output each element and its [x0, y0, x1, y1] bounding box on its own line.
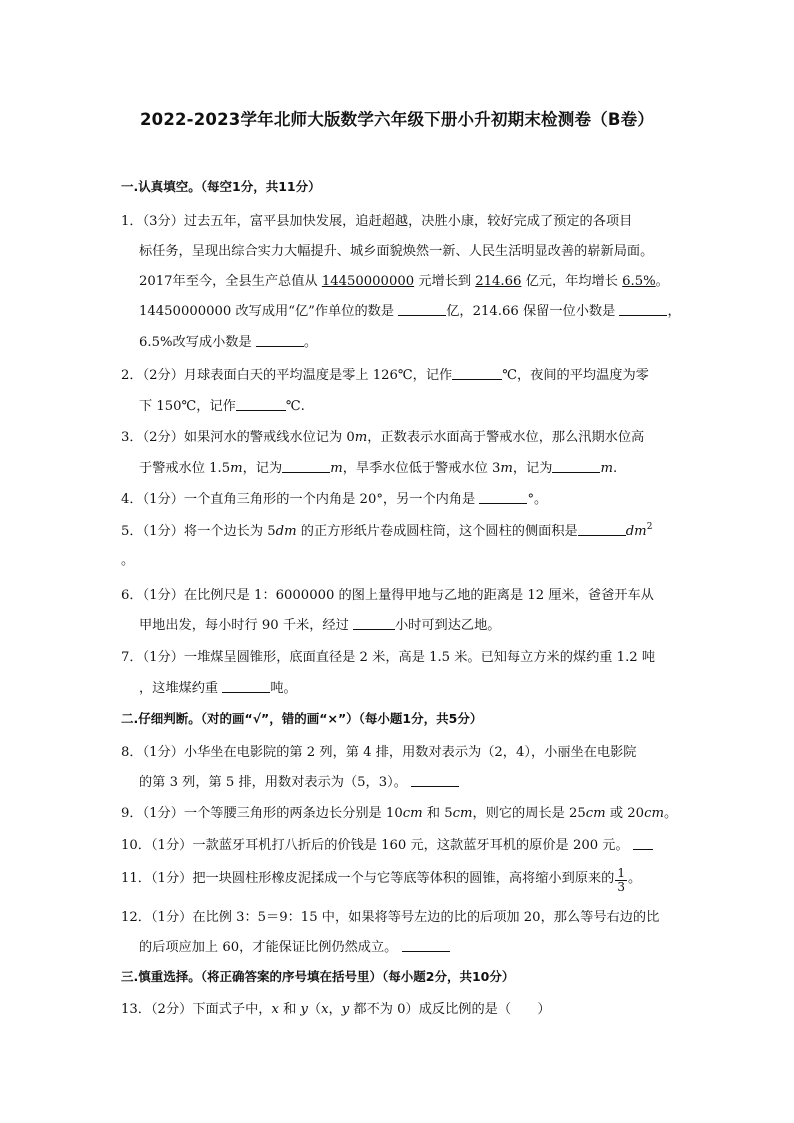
text: （ — [307, 1002, 322, 1017]
fraction-one-third — [615, 867, 627, 894]
text: . — [612, 461, 618, 476]
unit: cm — [644, 806, 664, 821]
question-7-line-2 — [139, 677, 297, 696]
text: 。 — [655, 274, 669, 289]
text: 5．（1分）将一个边长为 5 — [121, 524, 276, 539]
answer-blank[interactable] — [578, 523, 626, 536]
text: °。 — [527, 492, 548, 507]
text: 小时可到达乙地。 — [394, 618, 501, 633]
growth-rate: 6.5% — [622, 274, 656, 289]
text: 6.5%改写成小数是 — [139, 335, 256, 350]
text: 2017年至今，全县生产总值从 — [139, 274, 322, 289]
text: 4．（1分）一个直角三角形的一个内角是 20°，另一个内角是 — [121, 492, 480, 507]
answer-blank[interactable] — [282, 460, 330, 473]
answer-blank[interactable] — [411, 774, 459, 787]
unit: cm — [452, 806, 473, 821]
text: 13．（2分）下面式子中， — [121, 1002, 272, 1017]
text: ，记为 — [512, 461, 553, 476]
unit: m — [500, 461, 513, 476]
question-12-line-1: 12．（1分）在比例 3：5＝9：15 中，如果将等号左边的比的后项加 20，那么等号右边的比 — [121, 910, 660, 925]
answer-blank[interactable] — [402, 939, 450, 952]
text: ，则它的周长是 25 — [472, 806, 586, 821]
variable: x — [321, 1002, 329, 1017]
answer-blank[interactable] — [398, 303, 446, 316]
text: 10．（1分）一款蓝牙耳机打八折后的价钱是 160 元，这款蓝牙耳机的原价是 200 元。 — [121, 838, 633, 853]
text: 9．（1分）一个等腰三角形的两条边长分别是 10 — [121, 806, 403, 821]
text: ，旱季水位低于警戒水位 3 — [342, 461, 501, 476]
question-3-line-1 — [121, 426, 644, 445]
text: 3．（2分）如果河水的警戒线水位记为 0 — [121, 430, 355, 445]
question-7-line-1: 7．（1分）一堆煤呈圆锥形，底面直径是 2 米，高是 1.5 米。已知每立方米的煤约重 1.2 吨 — [121, 650, 656, 665]
variable: y — [341, 1002, 350, 1017]
answer-blank[interactable] — [479, 491, 527, 504]
gdp-new-value: 214.66 — [475, 274, 522, 289]
text: 下 150℃，记作 — [139, 399, 236, 414]
section-fill-in-heading: 一.认真填空。（每空1分，共11分） — [121, 179, 321, 194]
variable: x — [271, 1002, 279, 1017]
unit: m — [600, 461, 613, 476]
gdp-value: 14450000000 — [321, 274, 415, 289]
unit: dm — [625, 524, 647, 539]
answer-blank[interactable] — [222, 680, 270, 693]
text: 或 20 — [605, 806, 645, 821]
question-1-line-1: 1．（3分）过去五年，富平县加快发展，追赶超越，决胜小康，较好完成了预定的各项目 — [121, 214, 633, 229]
question-13 — [121, 998, 551, 1017]
text: ℃，夜间的平均温度为零 — [502, 368, 649, 383]
exponent: 2 — [646, 522, 653, 532]
unit: m — [354, 430, 368, 445]
variable: y — [300, 1002, 308, 1017]
section-judgement-heading: 二.仔细判断。（对的画“√”，错的画“×”）（每小题1分，共5分） — [121, 711, 483, 726]
text: 的正方形纸片卷成圆柱筒，这个圆柱的侧面积是 — [296, 524, 578, 539]
text: 11．（1分）把一块圆柱形橡皮泥揉成一个与它等底等体积的圆锥，高将缩小到原来的 — [121, 871, 615, 886]
question-6-line-1: 6．（1分）在比例尺是 1：6000000 的图上量得甲地与乙地的距离是 12 厘米，爸爸开车从 — [121, 588, 654, 603]
question-8-line-2 — [139, 771, 459, 790]
numerator: 1 — [617, 866, 625, 880]
text: ， — [328, 1002, 342, 1017]
question-1-line-2: 标任务，呈现出综合实力大幅提升、城乡面貌焕然一新、人民生活明显改善的崭新局面。 — [139, 244, 654, 259]
question-3-line-2 — [139, 457, 617, 476]
text: 的第 3 列，第 5 排，用数对表示为（5，3）。 — [139, 775, 412, 790]
page-title: 2022-2023学年北师大版数学六年级下册小升初期末检测卷（B卷） — [139, 110, 655, 129]
text: ℃. — [285, 399, 305, 414]
question-5-line-2: 。 — [121, 553, 135, 568]
answer-blank[interactable] — [353, 617, 395, 630]
question-6-line-2 — [139, 614, 500, 633]
section-choice-heading: 三.慎重选择。（将正确答案的序号填在括号里）（每小题2分，共10分） — [121, 969, 515, 984]
text: ，记为 — [242, 461, 283, 476]
denominator: 3 — [617, 880, 625, 894]
text: 甲地出发，每小时行 90 千米，经过 — [139, 618, 353, 633]
unit: cm — [585, 806, 606, 821]
question-1-line-3 — [139, 270, 669, 289]
text: ，这堆煤约重 — [139, 681, 223, 696]
answer-blank[interactable] — [256, 334, 304, 347]
text: ，正数表示水面高于警戒水位，那么汛期水位高 — [367, 430, 645, 445]
unit: dm — [275, 524, 297, 539]
question-2-line-1 — [121, 364, 649, 383]
text: ， — [667, 304, 681, 319]
text: 。 — [303, 335, 318, 350]
text: 亿，214.66 保留一位小数是 — [446, 304, 620, 319]
question-12-line-2 — [139, 936, 450, 955]
unit: m — [230, 461, 243, 476]
text: 。 — [663, 806, 678, 821]
text: 和 5 — [422, 806, 453, 821]
text: 14450000000 改写成用“亿”作单位的数是 — [139, 304, 399, 319]
text: 都不为 0）成反比例的是（ ） — [349, 1002, 551, 1017]
answer-blank[interactable] — [633, 837, 653, 850]
unit: m — [330, 461, 343, 476]
question-1-line-4 — [139, 300, 681, 319]
question-5-line-1 — [121, 520, 652, 539]
question-1-line-5 — [139, 331, 317, 350]
question-10 — [121, 834, 653, 853]
answer-blank[interactable] — [619, 303, 667, 316]
text: 的后项应加上 60，才能保证比例仍然成立。 — [139, 940, 402, 955]
text: 。 — [627, 871, 642, 886]
answer-blank[interactable] — [452, 367, 502, 380]
unit: cm — [402, 806, 423, 821]
text: 亿元，年均增长 — [521, 274, 623, 289]
question-11 — [121, 867, 641, 894]
text: 吨。 — [270, 681, 297, 696]
question-8-line-1: 8．（1分）小华坐在电影院的第 2 列，第 4 排，用数对表示为（2，4），小丽坐在电影院 — [121, 745, 637, 760]
question-9 — [121, 802, 677, 821]
question-2-line-2 — [139, 395, 305, 414]
text: 和 — [278, 1002, 301, 1017]
text: 于警戒水位 1.5 — [139, 461, 231, 476]
question-4 — [121, 488, 547, 507]
answer-blank[interactable] — [236, 398, 286, 411]
text: 2．（2分）月球表面白天的平均温度是零上 126℃，记作 — [121, 368, 453, 383]
text: 元增长到 — [414, 274, 476, 289]
answer-blank[interactable] — [552, 460, 600, 473]
